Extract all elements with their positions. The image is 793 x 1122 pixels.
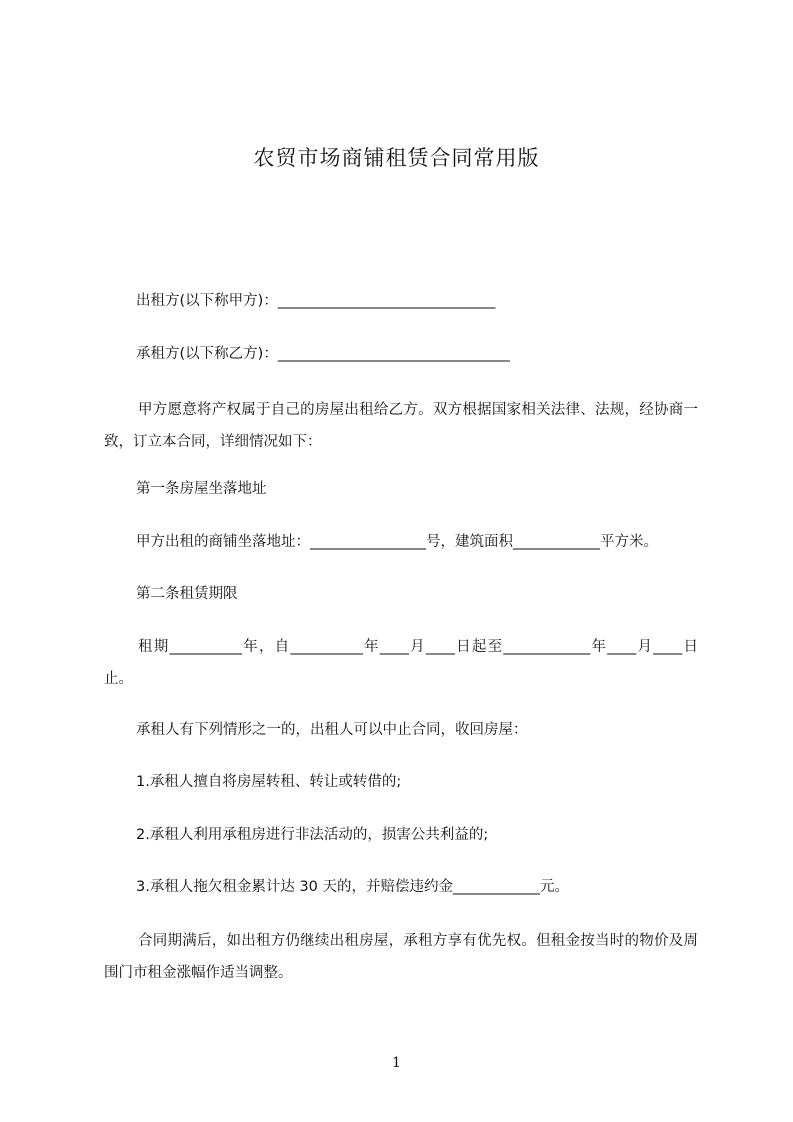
lessor-line: 出租方(以下称甲方)：______________________________ (136, 293, 496, 309)
termination-clause-2: 2.承租人利用承租房进行非法活动的，损害公共利益的; (136, 827, 489, 843)
termination-intro: 承租人有下列情形之一的，出租人可以中止合同，收回房屋： (136, 722, 528, 738)
page-number: 1 (392, 1055, 401, 1071)
termination-clause-1: 1.承租人擅自将房屋转租、转让或转借的; (136, 774, 402, 790)
termination-clause-3: 3.承租人拖欠租金累计达 30 天的，并赔偿违约金____________元。 (136, 879, 570, 895)
intro-paragraph: 甲方愿意将产权属于自己的房屋出租给乙方。双方根据国家相关法律、法规，经协商一致，订立本合同，详细情况如下： (104, 402, 698, 450)
article1-address-line: 甲方出租的商铺坐落地址：________________号，建筑面积____________平方米。 (136, 534, 658, 550)
lease-period-paragraph: 租期__________年，自__________年____月____日起至____________年____月____日止。 (104, 639, 698, 687)
lessee-line: 承租方(以下称乙方)：________________________________ (136, 346, 510, 362)
article2-heading: 第二条租赁期限 (136, 586, 238, 602)
document-title: 农贸市场商铺租赁合同常用版 (253, 146, 540, 170)
article1-heading: 第一条房屋坐落地址 (136, 481, 267, 497)
renewal-paragraph: 合同期满后，如出租方仍继续出租房屋，承租方享有优先权。但租金按当时的物价及周围门市租金涨幅作适当调整。 (104, 933, 698, 981)
